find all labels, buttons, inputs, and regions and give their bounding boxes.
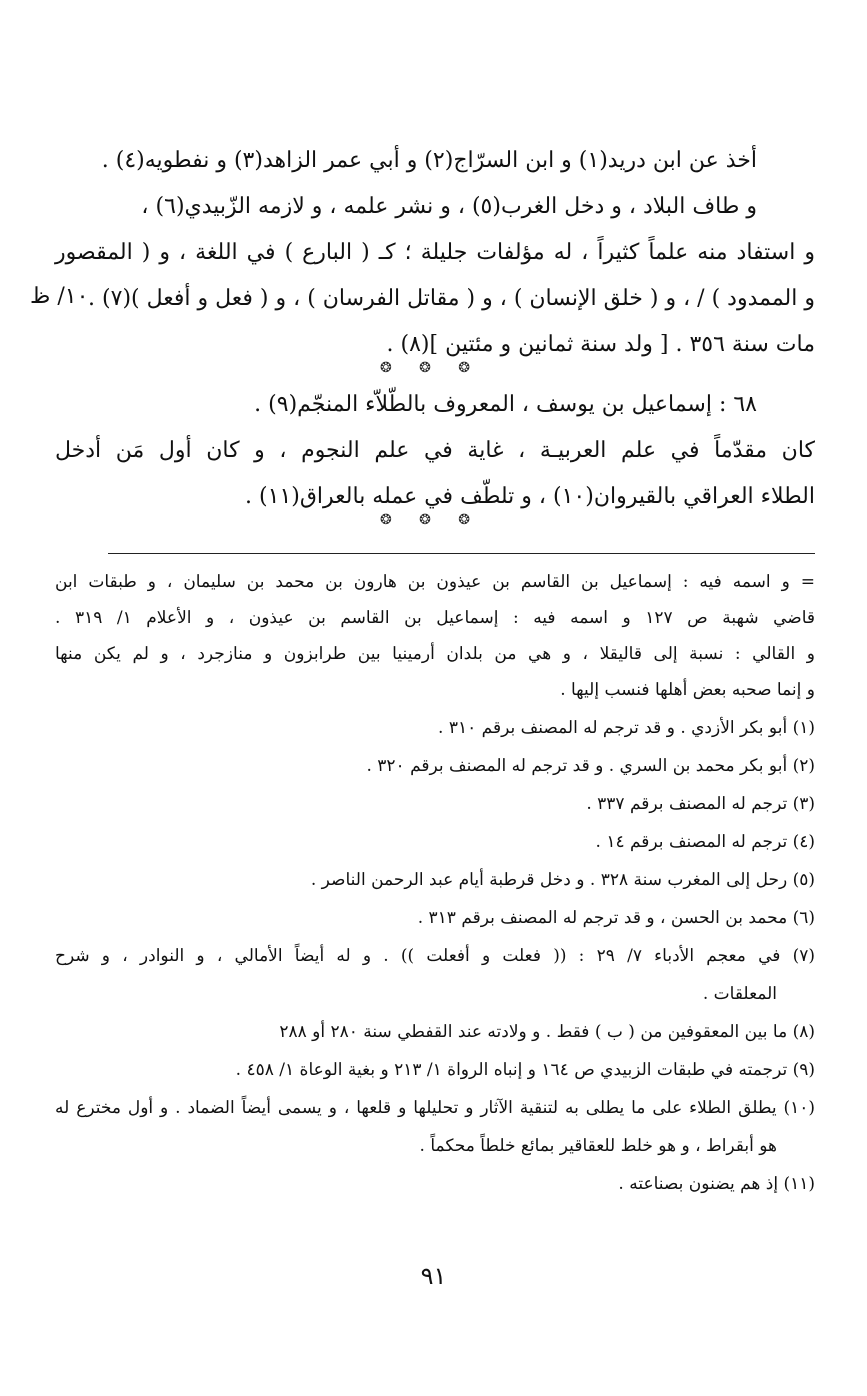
footnote-2: (٢) أبو بكر محمد بن السري . و قد ترجم له المصنف برقم ٣٢٠ . [366, 756, 815, 776]
footnote-7-cont: المعلقات . [702, 984, 777, 1004]
star-ornament-icon: ❂ [380, 512, 392, 528]
star-ornament-icon: ❂ [419, 360, 431, 376]
footnote-6: (٦) محمد بن الحسن ، و قد ترجم له المصنف برقم ٣١٣ . [417, 908, 815, 928]
star-ornament-icon: ❂ [458, 360, 470, 376]
main-line-5: مات سنة ٣٥٦ . [ ولد سنة ثمانين و مئتين ](٨) . [386, 332, 815, 357]
footnote-10-cont: هو أبقراط ، و هو خلط للعقاقير بمائع خلطاً محكماً . [419, 1136, 777, 1156]
star-ornament-icon: ❂ [458, 512, 470, 528]
main-line-4: و الممدود ) / ، و ( خلق الإنسان ) ، و ( مقاتل الفرسان ) ، و ( فعل و أفعل )(٧) . [88, 286, 815, 311]
footnote-9: (٩) ترجمته في طبقات الزبيدي ص ١٦٤ و إنباه الرواة ١/ ٢١٣ و بغية الوعاة ١/ ٤٥٨ . [235, 1060, 815, 1080]
star-ornament-icon: ❂ [380, 360, 392, 376]
footnote-11: (١١) إذ هم يضنون بصناعته . [618, 1174, 815, 1194]
star-ornament-icon: ❂ [419, 512, 431, 528]
page-number: ٩١ [420, 1262, 447, 1290]
main-line-1: أخذ عن ابن دريد(١) و ابن السرّاج(٢) و أبي عمر الزاهد(٣) و نفطويه(٤) . [101, 148, 757, 173]
footnote-5: (٥) رحل إلى المغرب سنة ٣٢٨ . و دخل قرطبة أيام عبد الرحمن الناصر . [310, 870, 815, 890]
footnote-line: و إنما صحبه بعض أهلها فنسب إليها . [560, 680, 815, 700]
main-line-7: كان مقدّماً في علم العربيـة ، غاية في علم النجوم ، و كان أول مَن أدخل [55, 438, 816, 463]
footnote-10: (١٠) يطلق الطلاء على ما يطلى به لتنقية الآثار و تحليلها و قلعها ، و يسمى أيضاً الضماد . و أول مخترع له [55, 1098, 815, 1118]
main-line-8: الطلاء العراقي بالقيروان(١٠) ، و تلطّف في عمله بالعراق(١١) . [245, 484, 815, 509]
section-separator [380, 512, 470, 528]
entry-heading: ٦٨ : إسماعيل بن يوسف ، المعروف بالطّلاّء المنجّم(٩) . [254, 392, 757, 417]
footnote-line: = و اسمه فيه : إسماعيل بن القاسم بن عيذون بن هارون بن محمد بن سليمان ، و طبقات ابن [55, 572, 815, 592]
main-line-2: و طاف البلاد ، و دخل الغرب(٥) ، و نشر علمه ، و لازمه الزّبيدي(٦) ، [141, 194, 757, 219]
footnote-line: قاضي شهبة ص ١٢٧ و اسمه فيه : إسماعيل بن القاسم بن عيذون ، و الأعلام ١/ ٣١٩ . [55, 608, 816, 628]
main-line-3: و استفاد منه علماً كثيراً ، له مؤلفات جليلة ؛ كـ ( البارع ) في اللغة ، و ( المقصور [55, 240, 815, 265]
section-separator [380, 360, 470, 376]
footnote-8: (٨) ما بين المعقوفين من ( ب ) فقط . و ولادته عند القفطي سنة ٢٨٠ أو ٢٨٨ [279, 1022, 815, 1042]
footnote-1: (١) أبو بكر الأزدي . و قد ترجم له المصنف برقم ٣١٠ . [438, 718, 815, 738]
footnote-3: (٣) ترجم له المصنف برقم ٣٣٧ . [586, 794, 815, 814]
footnote-4: (٤) ترجم له المصنف برقم ١٤ . [595, 832, 815, 852]
footnote-divider [108, 553, 815, 554]
manuscript-folio-note: ١٠/ ظ [30, 284, 89, 309]
footnote-7: (٧) في معجم الأدباء ٧/ ٢٩ : (( فعلت و أفعلت )) . و له أيضاً الأمالي ، و النوادر ، و شرح [55, 946, 815, 966]
footnote-line: و القالي : نسبة إلى قاليقلا ، و هي من بلدان أرمينيا بين طرابزون و منازجرد ، و لم يكن منها [55, 644, 815, 664]
